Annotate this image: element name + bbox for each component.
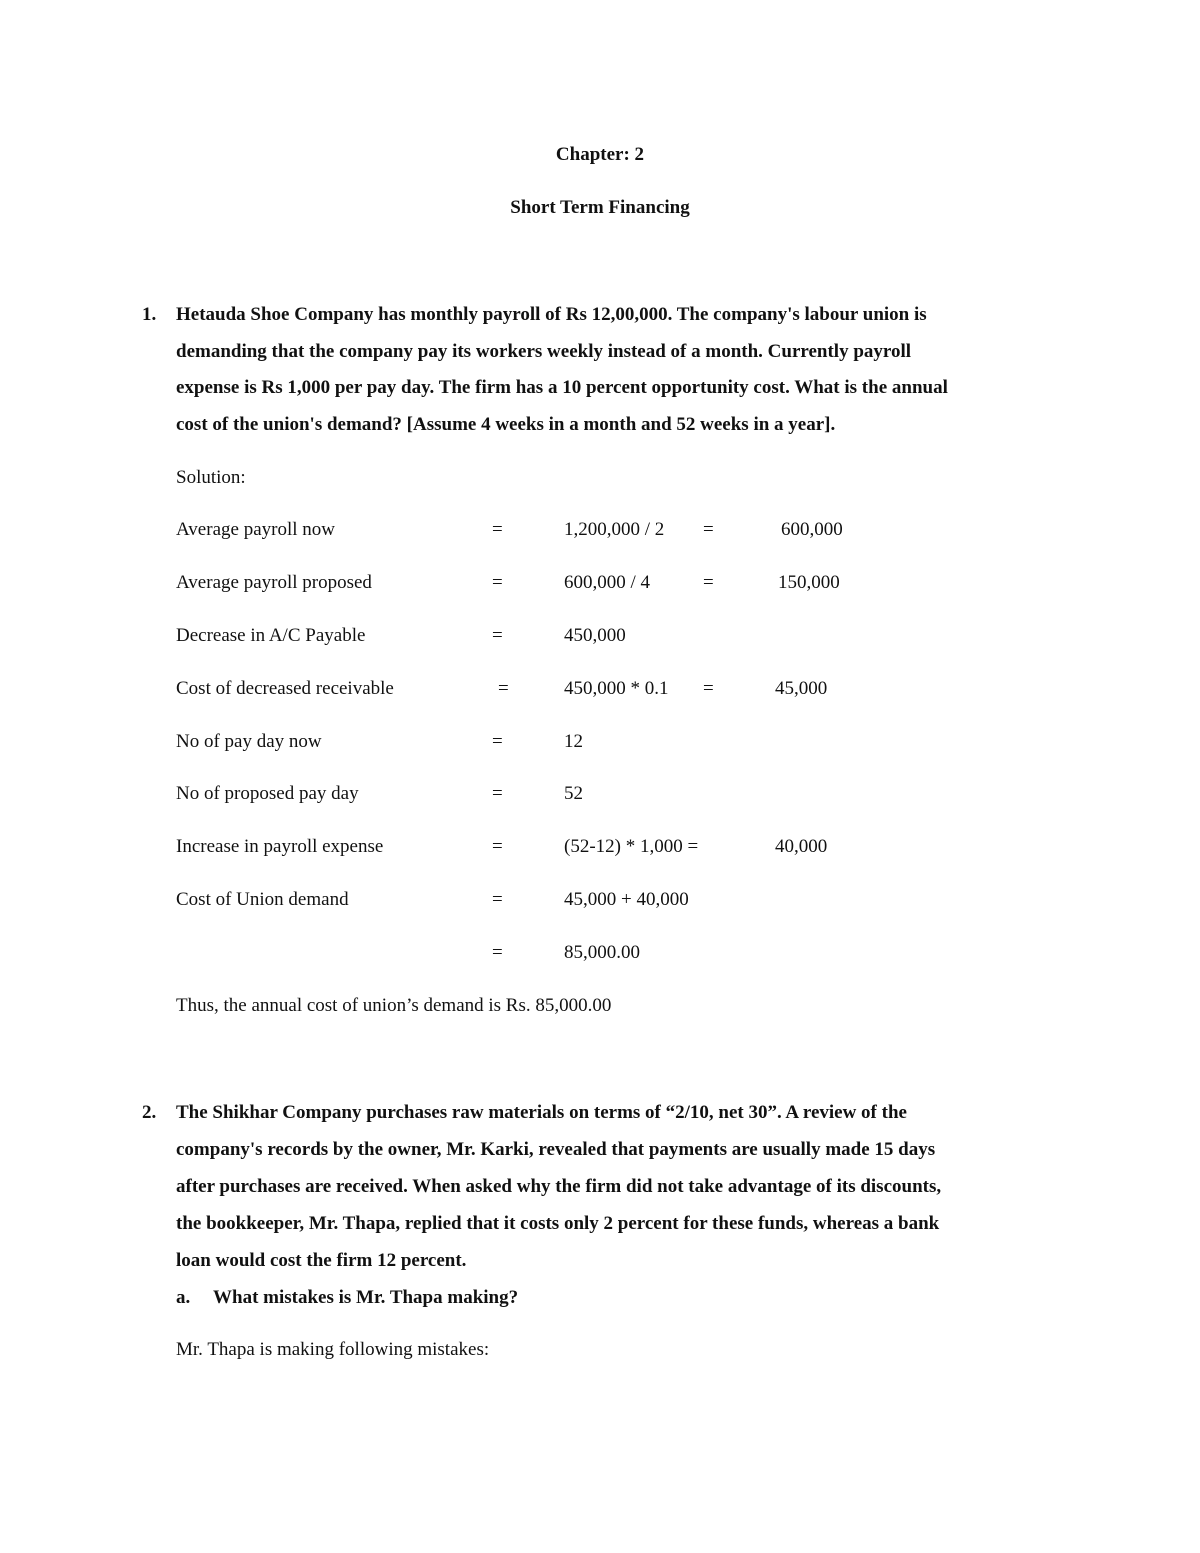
solution-row xyxy=(0,836,1200,862)
question-2-line: company's records by the owner, Mr. Karki, revealed that payments are usually made 15 days xyxy=(176,1139,936,1160)
row-label: Increase in payroll expense xyxy=(176,836,384,857)
row-label: No of pay day now xyxy=(176,731,322,752)
answer-intro: Mr. Thapa is making following mistakes: xyxy=(176,1339,490,1360)
question-2-number: 2. xyxy=(142,1102,157,1123)
row-equals-2: = xyxy=(703,678,714,699)
solution-row xyxy=(0,678,1200,704)
solution-row xyxy=(0,942,1200,968)
row-expression: 52 xyxy=(564,783,583,804)
row-expression: 600,000 / 4 xyxy=(564,572,651,593)
row-result: 40,000 xyxy=(775,836,828,857)
question-1-line: expense is Rs 1,000 per pay day. The firm has a 10 percent opportunity cost. What is the annual xyxy=(176,377,948,398)
row-equals-2: = xyxy=(703,519,714,540)
sub-question-a-label: a. xyxy=(176,1287,191,1308)
row-result: 150,000 xyxy=(778,572,840,593)
sub-question-a-text: What mistakes is Mr. Thapa making? xyxy=(213,1287,519,1308)
solution-row xyxy=(0,519,1200,545)
conclusion-text: Thus, the annual cost of union’s demand is Rs. 85,000.00 xyxy=(176,995,612,1016)
row-equals-2: = xyxy=(703,572,714,593)
row-result: 45,000 xyxy=(775,678,828,699)
row-result: 600,000 xyxy=(781,519,843,540)
question-1-line: demanding that the company pay its workers weekly instead of a month. Currently payroll xyxy=(176,341,912,362)
question-1-number: 1. xyxy=(142,304,157,325)
row-equals: = xyxy=(492,625,503,646)
solution-row xyxy=(0,572,1200,598)
question-2-line: the bookkeeper, Mr. Thapa, replied that it costs only 2 percent for these funds, whereas a bank xyxy=(176,1213,940,1234)
row-expression: (52-12) * 1,000 = xyxy=(564,836,699,857)
row-equals: = xyxy=(492,572,503,593)
question-1-line: cost of the union's demand? [Assume 4 weeks in a month and 52 weeks in a year]. xyxy=(176,414,836,435)
row-expression: 12 xyxy=(564,731,583,752)
row-equals: = xyxy=(492,836,503,857)
row-expression: 85,000.00 xyxy=(564,942,640,963)
solution-row xyxy=(0,731,1200,757)
question-2-line: The Shikhar Company purchases raw materials on terms of “2/10, net 30”. A review of the xyxy=(176,1102,907,1123)
solution-label: Solution: xyxy=(176,467,246,488)
solution-row xyxy=(0,889,1200,915)
row-equals: = xyxy=(498,678,509,699)
row-expression: 1,200,000 / 2 xyxy=(564,519,665,540)
solution-row xyxy=(0,783,1200,809)
chapter-heading: Chapter: 2 xyxy=(555,144,645,165)
row-label: No of proposed pay day xyxy=(176,783,359,804)
row-label: Average payroll proposed xyxy=(176,572,372,593)
row-equals: = xyxy=(492,519,503,540)
row-equals: = xyxy=(492,731,503,752)
row-label: Cost of decreased receivable xyxy=(176,678,394,699)
row-expression: 450,000 * 0.1 xyxy=(564,678,669,699)
row-label: Decrease in A/C Payable xyxy=(176,625,366,646)
row-expression: 450,000 xyxy=(564,625,626,646)
solution-row xyxy=(0,625,1200,651)
row-equals: = xyxy=(492,942,503,963)
question-2-line: loan would cost the firm 12 percent. xyxy=(176,1250,467,1271)
row-equals: = xyxy=(492,889,503,910)
row-label: Average payroll now xyxy=(176,519,335,540)
row-expression: 45,000 + 40,000 xyxy=(564,889,689,910)
row-equals: = xyxy=(492,783,503,804)
question-1-line: Hetauda Shoe Company has monthly payroll of Rs 12,00,000. The company's labour union is xyxy=(176,304,927,325)
row-label: Cost of Union demand xyxy=(176,889,349,910)
page-title: Short Term Financing xyxy=(510,197,690,218)
question-2-line: after purchases are received. When asked why the firm did not take advantage of its discounts, xyxy=(176,1176,942,1197)
